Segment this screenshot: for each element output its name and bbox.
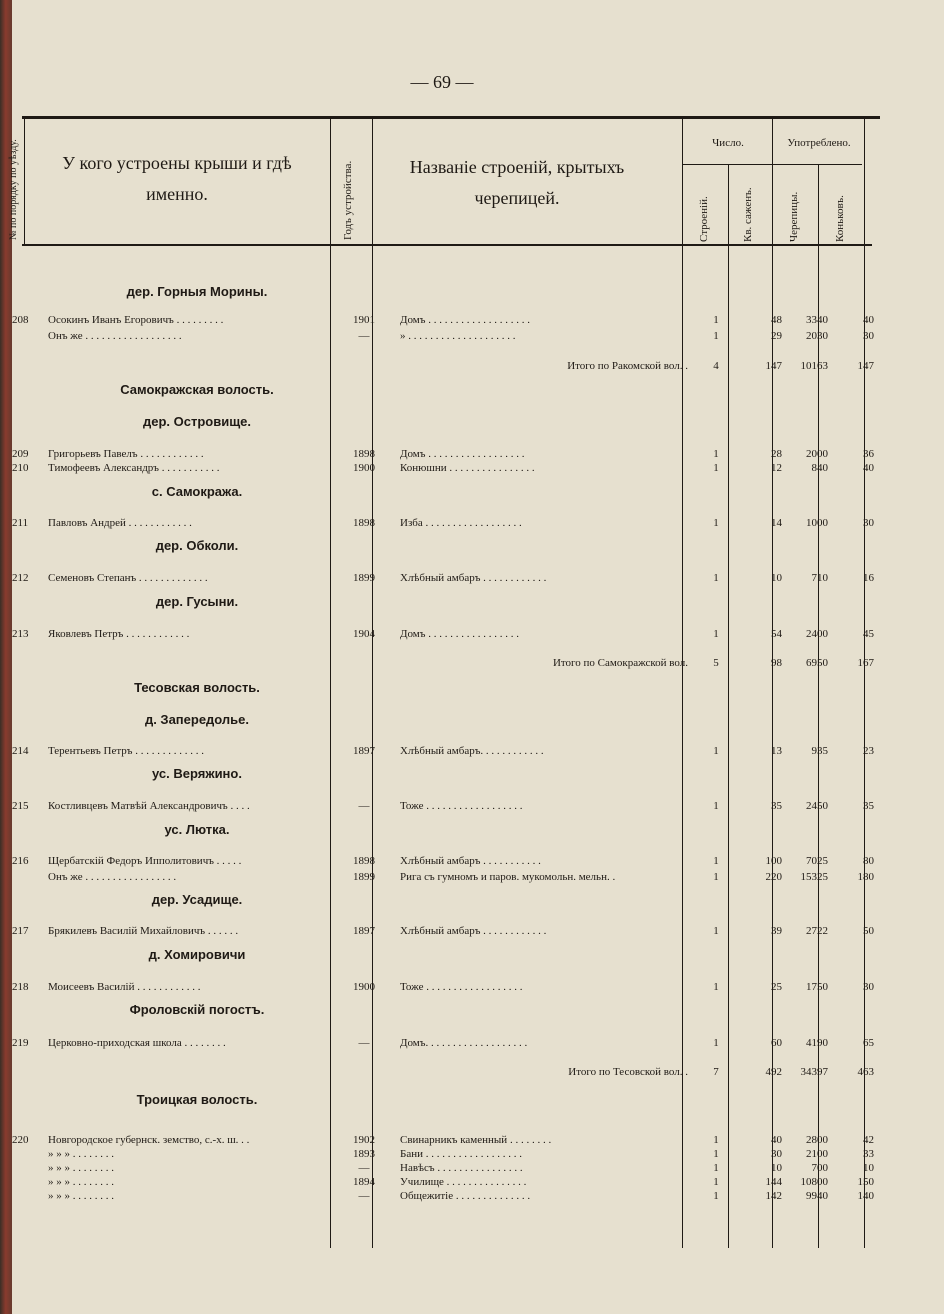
header-who: У кого устроены крыши и гдѣ именно.: [62, 153, 292, 204]
row-number: 214: [12, 745, 29, 757]
year-built: —: [358, 1037, 370, 1049]
owner-name: Моисеевъ Василій . . . . . . . . . . . .: [48, 981, 201, 993]
ridges-count: 30: [863, 981, 874, 993]
building-name: Тоже . . . . . . . . . . . . . . . . . .: [400, 800, 523, 812]
owner-name: Костливцевъ Матвѣй Александровичъ . . . .: [48, 800, 250, 812]
square-sazhen: 100: [765, 855, 782, 867]
buildings-count: 1: [713, 1148, 719, 1160]
tiles-count: 3340: [806, 314, 828, 326]
buildings-count: 1: [713, 925, 719, 937]
document-page: [8, 0, 944, 1314]
buildings-count: 1: [713, 517, 719, 529]
ridges-count: 80: [863, 855, 874, 867]
buildings-count: 1: [713, 800, 719, 812]
section-heading: Тесовская волость.: [134, 680, 260, 695]
buildings-count: 1: [713, 745, 719, 757]
owner-name: Церковно-приходская школа . . . . . . . .: [48, 1037, 226, 1049]
ridges-count: 35: [863, 800, 874, 812]
buildings-count: 1: [713, 855, 719, 867]
ridges-count: 42: [863, 1134, 874, 1146]
building-name: Домъ . . . . . . . . . . . . . . . . .: [400, 628, 519, 640]
ridges-count: 65: [863, 1037, 874, 1049]
total-label: Итого по Ракомской вол. .: [567, 360, 688, 372]
total-label: Итого по Тесовской вол. .: [568, 1066, 688, 1078]
col-divider-1: [24, 118, 25, 246]
table-row: [12, 799, 882, 813]
total-c4: 147: [857, 360, 874, 372]
year-built: —: [358, 800, 370, 812]
building-name: Хлѣбный амбаръ . . . . . . . . . . . .: [400, 572, 547, 584]
building-name: Рига съ гумномъ и паров. мукомольн. мельн. .: [400, 871, 616, 883]
header-bottom-rule: [22, 244, 872, 246]
section-heading: Самокражская волость.: [120, 382, 274, 397]
total-c3: 34397: [800, 1066, 828, 1078]
tiles-count: 840: [811, 462, 828, 474]
buildings-count: 1: [713, 1134, 719, 1146]
square-sazhen: 40: [771, 1134, 782, 1146]
square-sazhen: 48: [771, 314, 782, 326]
square-sazhen: 25: [771, 981, 782, 993]
header-ridges: Коньковъ.: [834, 195, 846, 242]
table-row: [12, 1147, 882, 1161]
ridges-count: 33: [863, 1148, 874, 1160]
square-sazhen: 39: [771, 925, 782, 937]
owner-name: » » » . . . . . . . .: [48, 1176, 114, 1188]
buildings-count: 1: [713, 314, 719, 326]
owner-name: » » » . . . . . . . .: [48, 1190, 114, 1202]
tiles-count: 2000: [806, 448, 828, 460]
owner-name: Новгородское губернск. земство, с.-х. ш. . .: [48, 1134, 250, 1146]
owner-name: Онъ же . . . . . . . . . . . . . . . . . .: [48, 330, 182, 342]
tiles-count: 2450: [806, 800, 828, 812]
tiles-count: 1000: [806, 517, 828, 529]
building-name: Конюшни . . . . . . . . . . . . . . . .: [400, 462, 535, 474]
section-heading: дер. Усадище.: [151, 892, 243, 907]
header-buildings: Строеній.: [698, 196, 710, 242]
square-sazhen: 12: [771, 462, 782, 474]
tiles-count: 4190: [806, 1037, 828, 1049]
total-c2: 492: [765, 1066, 782, 1078]
total-c3: 10163: [800, 360, 828, 372]
table-row: [12, 1189, 882, 1203]
building-name: Свинарникъ каменный . . . . . . . .: [400, 1134, 552, 1146]
table-row: [12, 329, 882, 343]
table-row: [12, 870, 882, 884]
year-built: 1894: [353, 1176, 375, 1188]
total-c1: 7: [713, 1066, 719, 1078]
square-sazhen: 60: [771, 1037, 782, 1049]
table-row: [12, 447, 882, 461]
square-sazhen: 54: [771, 628, 782, 640]
total-c2: 147: [765, 360, 782, 372]
square-sazhen: 13: [771, 745, 782, 757]
square-sazhen: 10: [771, 572, 782, 584]
building-name: Хлѣбный амбаръ. . . . . . . . . . . .: [400, 745, 544, 757]
table-row: [12, 1036, 882, 1050]
table-row: [12, 1175, 882, 1189]
section-heading: с. Самокража.: [151, 484, 243, 499]
table-top-rule: [22, 116, 880, 119]
ridges-count: 16: [863, 572, 874, 584]
year-built: 1902: [353, 1134, 375, 1146]
table-row: [12, 313, 882, 327]
total-row: [12, 656, 882, 670]
row-number: 212: [12, 572, 29, 584]
year-built: 1899: [353, 572, 375, 584]
tiles-count: 710: [811, 572, 828, 584]
header-used-group: Употреблено.: [787, 137, 851, 149]
owner-name: Яковлевъ Петръ . . . . . . . . . . . .: [48, 628, 190, 640]
building-name: Общежитіе . . . . . . . . . . . . . .: [400, 1190, 531, 1202]
header-year: Годъ устройства.: [342, 160, 354, 240]
owner-name: » » » . . . . . . . .: [48, 1148, 114, 1160]
square-sazhen: 35: [771, 800, 782, 812]
section-heading: Троицкая волость.: [136, 1092, 258, 1107]
header-count-group: Число.: [712, 137, 744, 149]
ridges-count: 140: [857, 1190, 874, 1202]
ridges-count: 10: [863, 1162, 874, 1174]
tiles-count: 935: [811, 745, 828, 757]
section-heading: д. Запередолье.: [144, 712, 250, 727]
owner-name: Павловъ Андрей . . . . . . . . . . . .: [48, 517, 192, 529]
ridges-count: 40: [863, 314, 874, 326]
year-built: 1904: [353, 628, 375, 640]
year-built: —: [358, 330, 370, 342]
tiles-count: 2100: [806, 1148, 828, 1160]
table-row: [12, 627, 882, 641]
buildings-count: 1: [713, 462, 719, 474]
ridges-count: 180: [857, 871, 874, 883]
total-c1: 5: [713, 657, 719, 669]
table-row: [12, 461, 882, 475]
square-sazhen: 220: [765, 871, 782, 883]
ridges-count: 30: [863, 330, 874, 342]
table-row: [12, 1161, 882, 1175]
ridges-count: 30: [863, 517, 874, 529]
owner-name: » » » . . . . . . . .: [48, 1162, 114, 1174]
owner-name: Щербатскій Федоръ Ипполитовичъ . . . . .: [48, 855, 242, 867]
row-number: 211: [12, 517, 29, 529]
table-row: [12, 744, 882, 758]
buildings-count: 1: [713, 1037, 719, 1049]
year-built: 1898: [353, 448, 375, 460]
building-name: Училище . . . . . . . . . . . . . . .: [400, 1176, 527, 1188]
owner-name: Онъ же . . . . . . . . . . . . . . . . .: [48, 871, 177, 883]
buildings-count: 1: [713, 1176, 719, 1188]
tiles-count: 2722: [806, 925, 828, 937]
table-row: [12, 980, 882, 994]
building-name: » . . . . . . . . . . . . . . . . . . . .: [400, 330, 516, 342]
building-name: Изба . . . . . . . . . . . . . . . . . .: [400, 517, 522, 529]
section-heading: ус. Веряжино.: [152, 766, 242, 781]
owner-name: Осокинъ Иванъ Егоровичъ . . . . . . . . .: [48, 314, 224, 326]
header-number: № по порядку по уѣзду.: [8, 139, 19, 240]
row-number: 217: [12, 925, 29, 937]
tiles-count: 15325: [800, 871, 828, 883]
building-name: Бани . . . . . . . . . . . . . . . . . .: [400, 1148, 522, 1160]
buildings-count: 1: [713, 1190, 719, 1202]
section-heading: дер. Горныя Морины.: [126, 284, 268, 299]
year-built: 1900: [353, 462, 375, 474]
tiles-count: 9940: [806, 1190, 828, 1202]
building-name: Домъ . . . . . . . . . . . . . . . . . .: [400, 448, 525, 460]
section-heading: ус. Лютка.: [164, 822, 230, 837]
buildings-count: 1: [713, 871, 719, 883]
square-sazhen: 144: [765, 1176, 782, 1188]
building-name: Навѣсъ . . . . . . . . . . . . . . . .: [400, 1162, 523, 1174]
row-number: 218: [12, 981, 29, 993]
year-built: 1898: [353, 517, 375, 529]
ridges-count: 40: [863, 462, 874, 474]
square-sazhen: 30: [771, 1148, 782, 1160]
building-name: Хлѣбный амбаръ . . . . . . . . . . . .: [400, 925, 547, 937]
tiles-count: 7025: [806, 855, 828, 867]
row-number: 210: [12, 462, 29, 474]
header-tiles: Черепицы.: [788, 191, 800, 242]
year-built: —: [358, 1162, 370, 1174]
owner-name: Терентьевъ Петръ . . . . . . . . . . . . .: [48, 745, 204, 757]
square-sazhen: 29: [771, 330, 782, 342]
square-sazhen: 14: [771, 517, 782, 529]
table-row: [12, 571, 882, 585]
row-number: 220: [12, 1134, 29, 1146]
tiles-count: 700: [811, 1162, 828, 1174]
year-built: 1897: [353, 745, 375, 757]
page-number: — 69 —: [410, 72, 474, 92]
total-c2: 98: [771, 657, 782, 669]
buildings-count: 1: [713, 1162, 719, 1174]
owner-name: Брякилевъ Василій Михайловичъ . . . . . .: [48, 925, 239, 937]
table-row: [12, 516, 882, 530]
row-number: 213: [12, 628, 29, 640]
building-name: Домъ . . . . . . . . . . . . . . . . . . .: [400, 314, 530, 326]
buildings-count: 1: [713, 981, 719, 993]
owner-name: Тимофеевъ Александръ . . . . . . . . . . .: [48, 462, 220, 474]
section-heading: дер. Обколи.: [155, 538, 239, 553]
building-name: Хлѣбный амбаръ . . . . . . . . . . .: [400, 855, 541, 867]
tiles-count: 1750: [806, 981, 828, 993]
tiles-count: 2030: [806, 330, 828, 342]
year-built: 1897: [353, 925, 375, 937]
year-built: 1898: [353, 855, 375, 867]
table-row: [12, 924, 882, 938]
buildings-count: 1: [713, 628, 719, 640]
owner-name: Григорьевъ Павелъ . . . . . . . . . . . .: [48, 448, 204, 460]
tiles-count: 10800: [800, 1176, 828, 1188]
total-c1: 4: [713, 360, 719, 372]
total-c3: 6950: [806, 657, 828, 669]
section-heading: д. Хомировичи: [148, 947, 246, 962]
table-row: [12, 854, 882, 868]
ridges-count: 50: [863, 925, 874, 937]
ridges-count: 23: [863, 745, 874, 757]
square-sazhen: 142: [765, 1190, 782, 1202]
section-heading: дер. Гусыни.: [155, 594, 239, 609]
total-row: [12, 359, 882, 373]
year-built: 1899: [353, 871, 375, 883]
year-built: 1893: [353, 1148, 375, 1160]
total-label: Итого по Самокражской вол.: [552, 657, 688, 669]
buildings-count: 1: [713, 448, 719, 460]
header-building-name: Названіе строеній, крытыхъ черепицей.: [409, 157, 625, 208]
row-number: 208: [12, 314, 29, 326]
year-built: 1900: [353, 981, 375, 993]
square-sazhen: 10: [771, 1162, 782, 1174]
row-number: 219: [12, 1037, 29, 1049]
section-heading: Фроловскій погостъ.: [129, 1002, 265, 1017]
ridges-count: 36: [863, 448, 874, 460]
buildings-count: 1: [713, 572, 719, 584]
table-row: [12, 1133, 882, 1147]
owner-name: Семеновъ Степанъ . . . . . . . . . . . . .: [48, 572, 208, 584]
building-name: Тоже . . . . . . . . . . . . . . . . . .: [400, 981, 523, 993]
row-number: 216: [12, 855, 29, 867]
tiles-count: 2400: [806, 628, 828, 640]
section-heading: дер. Островище.: [142, 414, 252, 429]
total-row: [12, 1065, 882, 1079]
building-name: Домъ. . . . . . . . . . . . . . . . . . .: [400, 1037, 528, 1049]
year-built: 1901: [353, 314, 375, 326]
ridges-count: 45: [863, 628, 874, 640]
header-square-sazhen: Кв. саженъ.: [742, 187, 754, 242]
tiles-count: 2800: [806, 1134, 828, 1146]
ridges-count: 150: [857, 1176, 874, 1188]
total-c4: 463: [857, 1066, 874, 1078]
square-sazhen: 28: [771, 448, 782, 460]
year-built: —: [358, 1190, 370, 1202]
row-number: 209: [12, 448, 29, 460]
total-c4: 167: [857, 657, 874, 669]
row-number: 215: [12, 800, 29, 812]
buildings-count: 1: [713, 330, 719, 342]
